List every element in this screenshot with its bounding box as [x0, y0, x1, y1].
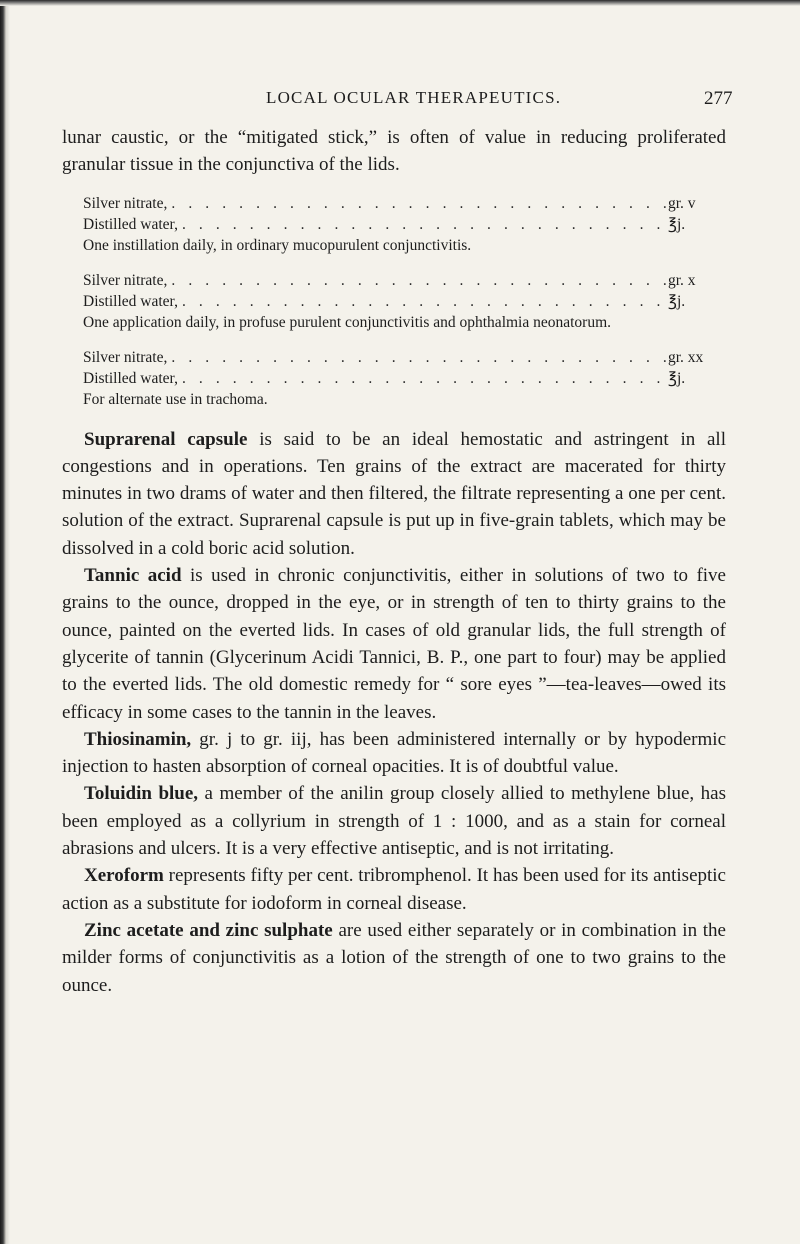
formula-line: [62, 347, 726, 368]
dot-leader: [178, 291, 668, 312]
paragraph-text: a member of the anilin group closely allied to methylene blue, has been employed as a collyrium in strength of 1 : 1000, and as a stain for corneal abrasions and ulcers. It is a very effective antiseptic, and is not irritating.: [62, 783, 727, 860]
paragraph-thiosinamin: [62, 726, 726, 781]
formula-line: [62, 291, 726, 312]
paragraph-text: is used in chronic conjunctivitis, either in solutions of two to five grains to the ounce, dropped in the eye, or in strength of ten to thirty grains to the ounce, painted on the everted lids. In cases of old granular lids, the full strength of glycerite of tannin (Glycerinum Acidi Tannici, B. P., one part to four) may be applied to the everted lids. The old domestic remedy for “ sore eyes ”—tea-leaves—owed its efficacy in some cases to the tannin in the leaves.: [62, 565, 726, 723]
paragraph-text: gr. j to gr. iij, has been administered internally or by hypodermic injection to hasten absorption of corneal opacities. It is of doubtful value.: [62, 728, 726, 778]
dot-leader: [167, 193, 668, 214]
paragraph-text: is said to be an ideal hemostatic and astringent in all congestions and in operations. Ten grains of the extract are macerated for thirty minutes in two drams of water and then filtered, the filtrate representing a one per cent. solution of the extract. Suprarenal capsule is put up in five-grain tablets, which may be dissolved in a cold boric acid solution.: [62, 428, 726, 559]
formula-dose: gr. xx: [668, 348, 704, 366]
paragraph-suprarenal-capsule: [62, 426, 726, 562]
page-number: 277: [704, 88, 733, 109]
paragraph-toluidin-blue: [62, 780, 726, 862]
formula-drug: Distilled water,: [83, 292, 178, 310]
paragraph-text: are used either separately or in combination in the milder forms of conjunctivitis as a lotion of the strength of one to two grains to the ounce.: [62, 919, 726, 996]
section-gap: [62, 410, 726, 426]
formula-drug: Silver nitrate,: [83, 194, 168, 212]
formula-3: [62, 347, 726, 410]
paragraph-tannic-acid: [62, 562, 726, 726]
paragraph-zinc: [62, 917, 726, 999]
paragraph-term: Xeroform: [84, 865, 164, 887]
paragraph-term: Tannic acid: [84, 565, 182, 587]
dot-leader: [178, 368, 668, 389]
page-header: [0, 88, 800, 112]
formula-dose: gr. v: [668, 194, 696, 212]
formula-drug: Distilled water,: [83, 215, 178, 233]
page-binding-edge: [0, 0, 10, 1244]
dot-leader: [167, 270, 668, 291]
formula-note: One instillation daily, in ordinary mucopurulent conjunctivitis.: [83, 236, 472, 254]
paragraph-text: represents fifty per cent. tribromphenol. It has been used for its antiseptic action as a substitute for iodoform in corneal disease.: [62, 865, 726, 914]
paragraph-xeroform: [62, 862, 726, 917]
formula-dose: ℥j.: [668, 215, 686, 233]
running-head: LOCAL OCULAR THERAPEUTICS.: [266, 88, 562, 107]
formula-note: For alternate use in trachoma.: [83, 390, 268, 408]
page-body: [62, 124, 726, 999]
formula-line: [62, 214, 726, 235]
formula-line: [62, 270, 726, 291]
formula-drug: Distilled water,: [83, 369, 178, 387]
formula-dose: gr. x: [668, 271, 696, 289]
paragraph-term: Suprarenal capsule: [84, 428, 248, 450]
dot-leader: [178, 214, 668, 235]
formula-2: [62, 270, 726, 333]
formula-dose: ℥j.: [668, 369, 686, 387]
paragraph-term: Thiosinamin,: [84, 728, 192, 750]
formula-line: [62, 193, 726, 214]
formula-line: [62, 368, 726, 389]
formula-1: [62, 193, 726, 256]
formula-dose: ℥j.: [668, 292, 686, 310]
paragraph-term: Zinc acetate and zinc sulphate: [84, 919, 333, 941]
formula-note: One application daily, in profuse purulent conjunctivitis and ophthalmia neonatorum.: [83, 313, 612, 331]
formula-drug: Silver nitrate,: [83, 271, 168, 289]
intro-paragraph: lunar caustic, or the “mitigated stick,” is often of value in reducing proliferated granular tissue in the conjunctiva of the lids.: [62, 127, 726, 176]
page-top-edge: [0, 0, 800, 6]
formula-drug: Silver nitrate,: [83, 348, 168, 366]
paragraph-term: Toluidin blue,: [84, 783, 199, 805]
dot-leader: [167, 347, 668, 368]
